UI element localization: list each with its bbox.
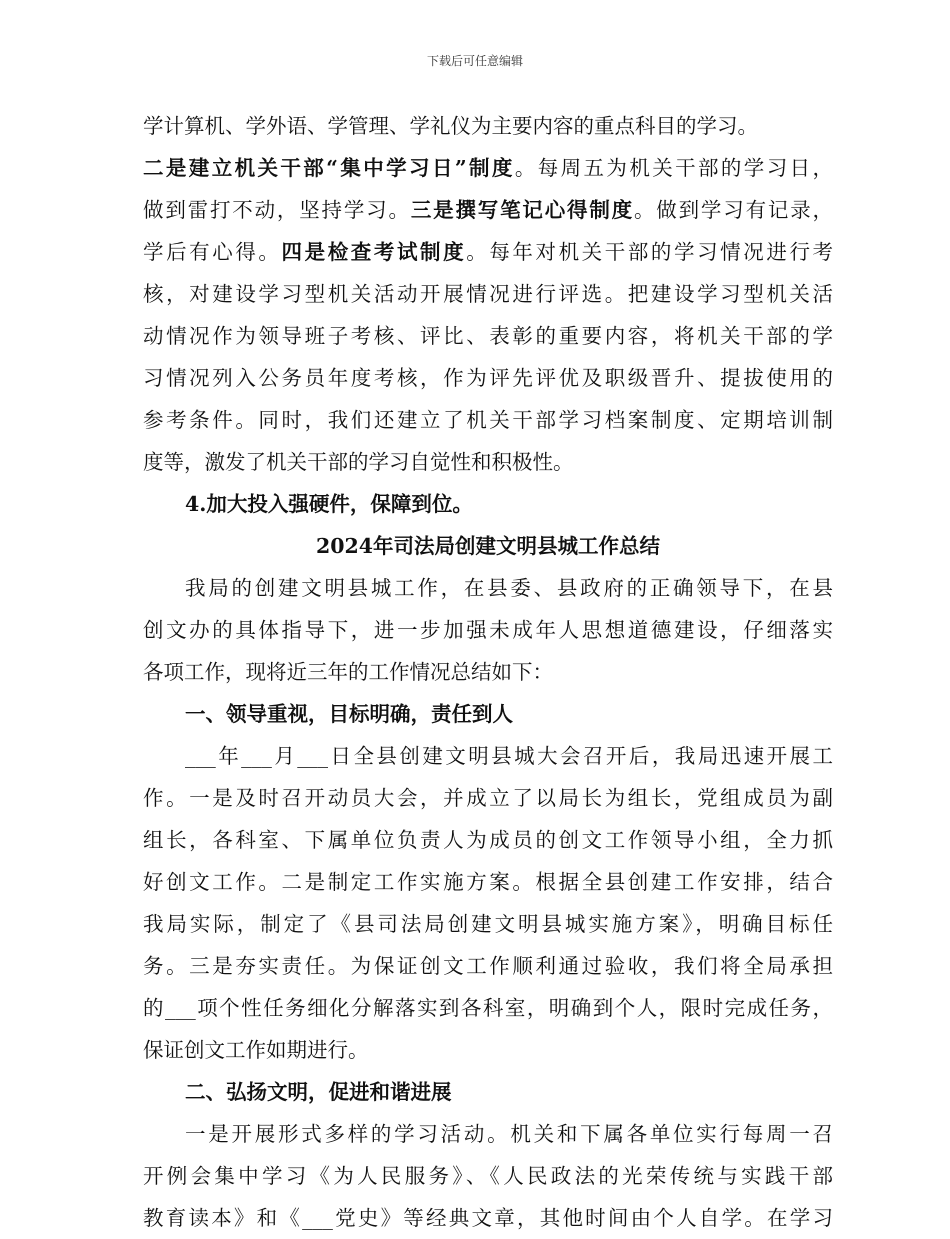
text-segment: 习情况列入公务员年度考核，作为评先评优及职级晋升、提拔使用的 <box>143 366 833 390</box>
text-line <box>143 1197 833 1239</box>
text-line <box>143 189 833 231</box>
page-header-note: 下载后可任意编辑 <box>426 54 523 68</box>
bold-text-segment: 4.加大投入强硬件，保障到位。 <box>185 492 473 516</box>
text-segment: 做到雷打不动，坚持学习。 <box>143 198 411 222</box>
text-segment: 的___项个性任务细化分解落实到各科室，明确到个人，限时完成任务， <box>143 996 833 1020</box>
text-segment: 学计算机、学外语、学管理、学礼仪为主要内容的重点科目的学习。 <box>143 114 758 138</box>
text-segment: 一是开展形式多样的学习活动。机关和下属各单位实行每周一召 <box>185 1122 833 1146</box>
bold-text-segment: 二是建立机关干部“集中学习日”制度 <box>143 156 515 180</box>
text-line <box>143 567 833 609</box>
text-segment: 。做到学习有记录， <box>633 198 833 222</box>
text-segment: 开例会集中学习《为人民服务》、《人民政法的光荣传统与实践干部 <box>143 1164 833 1188</box>
text-line <box>143 273 833 315</box>
text-segment: 动情况作为领导班子考核、评比、表彰的重要内容，将机关干部的学 <box>143 324 833 348</box>
text-line <box>143 1071 833 1113</box>
text-line <box>143 945 833 987</box>
document-body <box>143 105 833 1239</box>
text-segment: 好创文工作。二是制定工作实施方案。根据全县创建工作安排，结合 <box>143 870 833 894</box>
text-line <box>143 651 833 693</box>
text-line <box>143 819 833 861</box>
text-segment: 各项工作，现将近三年的工作情况总结如下： <box>143 660 553 684</box>
text-segment: 教育读本》和《___党史》等经典文章，其他时间由个人自学。在学习 <box>143 1206 833 1230</box>
text-segment: 度等，激发了机关干部的学习自觉性和积极性。 <box>143 450 574 474</box>
document-title <box>143 525 833 567</box>
bold-text-segment: 四是检查考试制度 <box>281 240 467 264</box>
text-line <box>143 1113 833 1155</box>
bold-text-segment: 2024年司法局创建文明县城工作总结 <box>315 534 661 558</box>
text-segment: 我局实际，制定了《县司法局创建文明县城实施方案》，明确目标任 <box>143 912 833 936</box>
text-segment: 参考条件。同时，我们还建立了机关干部学习档案制度、定期培训制 <box>143 408 833 432</box>
text-segment: 保证创文工作如期进行。 <box>143 1038 369 1062</box>
text-line <box>143 441 833 483</box>
text-line <box>143 1155 833 1197</box>
text-segment: ___年___月___日全县创建文明县城大会召开后，我局迅速开展工 <box>185 744 833 768</box>
text-line <box>143 231 833 273</box>
text-line <box>143 1029 833 1071</box>
text-segment: 。每周五为机关干部的学习日， <box>514 156 833 180</box>
text-segment: 我局的创建文明县城工作，在县委、县政府的正确领导下，在县 <box>185 576 833 600</box>
bold-text-segment: 一、领导重视，目标明确，责任到人 <box>185 702 513 726</box>
text-segment: 。每年对机关干部的学习情况进行考 <box>466 240 833 264</box>
text-line <box>143 147 833 189</box>
text-line <box>143 903 833 945</box>
text-line <box>143 735 833 777</box>
text-segment: 学后有心得。 <box>143 240 282 264</box>
text-line <box>143 399 833 441</box>
bold-text-segment: 二、弘扬文明，促进和谐进展 <box>185 1080 452 1104</box>
text-segment: 务。三是夯实责任。为保证创文工作顺利通过验收，我们将全局承担 <box>143 954 833 978</box>
text-segment: 作。一是及时召开动员大会，并成立了以局长为组长，党组成员为副 <box>143 786 833 810</box>
text-line <box>143 987 833 1029</box>
bold-text-segment: 三是撰写笔记心得制度 <box>410 198 634 222</box>
text-segment: 核，对建设学习型机关活动开展情况进行评选。把建设学习型机关活 <box>143 282 833 306</box>
text-line <box>143 861 833 903</box>
text-line <box>143 777 833 819</box>
text-segment: 组长，各科室、下属单位负责人为成员的创文工作领导小组，全力抓 <box>143 828 833 852</box>
text-segment: 创文办的具体指导下，进一步加强未成年人思想道德建设，仔细落实 <box>143 618 833 642</box>
text-line <box>143 357 833 399</box>
text-line <box>143 693 833 735</box>
text-line <box>143 315 833 357</box>
text-line <box>143 105 833 147</box>
text-line <box>143 483 833 525</box>
text-line <box>143 609 833 651</box>
